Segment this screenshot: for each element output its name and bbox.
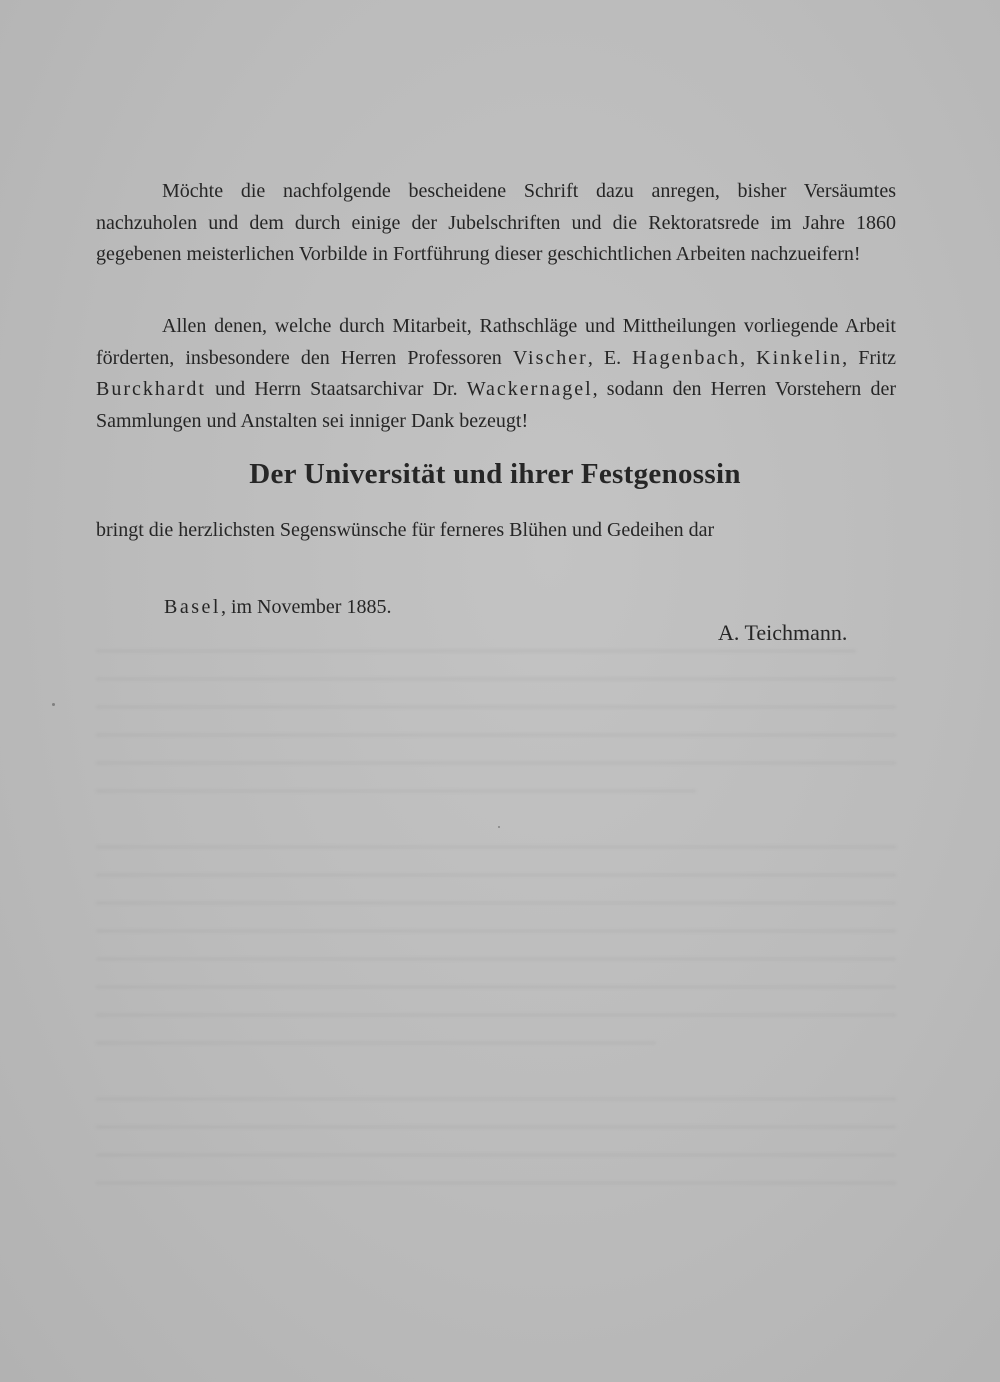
paragraph-1: Möchte die nachfolgende bescheidene Schrift dazu anregen, bisher Versäumtes nachzuholen und dem durch einige der Jubelschriften und die Rektoratsrede im Jahre 1860 gegebenen meisterlichen Vorbilde in Fortführung dieser geschichtlichen Arbeiten nachzueifern! <box>96 180 896 265</box>
bleed-line <box>96 930 896 932</box>
date-text: , im November 1885. <box>220 596 392 618</box>
name-kinkelin: Kinkelin <box>756 346 843 369</box>
dedication-line: bringt die herzlichsten Segenswünsche für ferneres Blühen und Gedeihen dar <box>96 519 715 541</box>
bleed-line <box>96 874 896 876</box>
dedication-title <box>0 458 1000 491</box>
bleed-line <box>96 1182 896 1184</box>
paragraph-2-text: Allen denen, welche durch Mitarbeit, Rathschläge und Mittheilungen vorliegende Arbeit förderten, insbesondere den Herren Professoren <box>96 315 896 369</box>
paragraph-2-text: , Fritz <box>842 346 897 369</box>
place-date <box>164 596 391 619</box>
dust-speck <box>52 703 55 706</box>
bleed-line <box>96 1154 896 1156</box>
paragraph-2 <box>96 311 896 437</box>
bleed-line <box>96 734 896 736</box>
bleed-line <box>96 678 896 680</box>
bleed-line <box>96 846 896 848</box>
place-city: Basel <box>164 596 221 618</box>
bleed-line <box>96 1014 896 1016</box>
bleed-line <box>96 1042 656 1044</box>
dedication-title-text: Der Universität und ihrer Festgenossin <box>249 458 741 490</box>
name-burckhardt: Burckhardt <box>96 378 206 400</box>
bleed-line <box>96 762 896 764</box>
paragraph-2-text: , sodann den Herren Vorstehern der Sammlungen und Anstalten sei inniger Dank bezeugt! <box>96 378 896 432</box>
name-vischer: Vischer <box>512 346 588 369</box>
signature: A. Teichmann. <box>718 620 848 645</box>
paragraph-2-separator: , E. <box>587 346 633 369</box>
bleed-line <box>96 1098 896 1100</box>
name-wackernagel: Wackernagel <box>466 378 593 400</box>
bleed-line <box>96 706 896 708</box>
paragraph-2-separator: , <box>740 346 757 369</box>
paragraph-2-text: und Herrn Staatsarchivar Dr. <box>205 378 467 400</box>
bleed-through-texture <box>96 610 906 1210</box>
bleed-line <box>96 1126 896 1128</box>
bleed-line <box>96 790 696 792</box>
bleed-line <box>96 958 896 960</box>
name-hagenbach: Hagenbach <box>632 346 741 369</box>
bleed-line <box>96 650 856 652</box>
dust-speck <box>498 826 500 828</box>
bleed-line <box>96 986 896 988</box>
bleed-line <box>96 902 896 904</box>
